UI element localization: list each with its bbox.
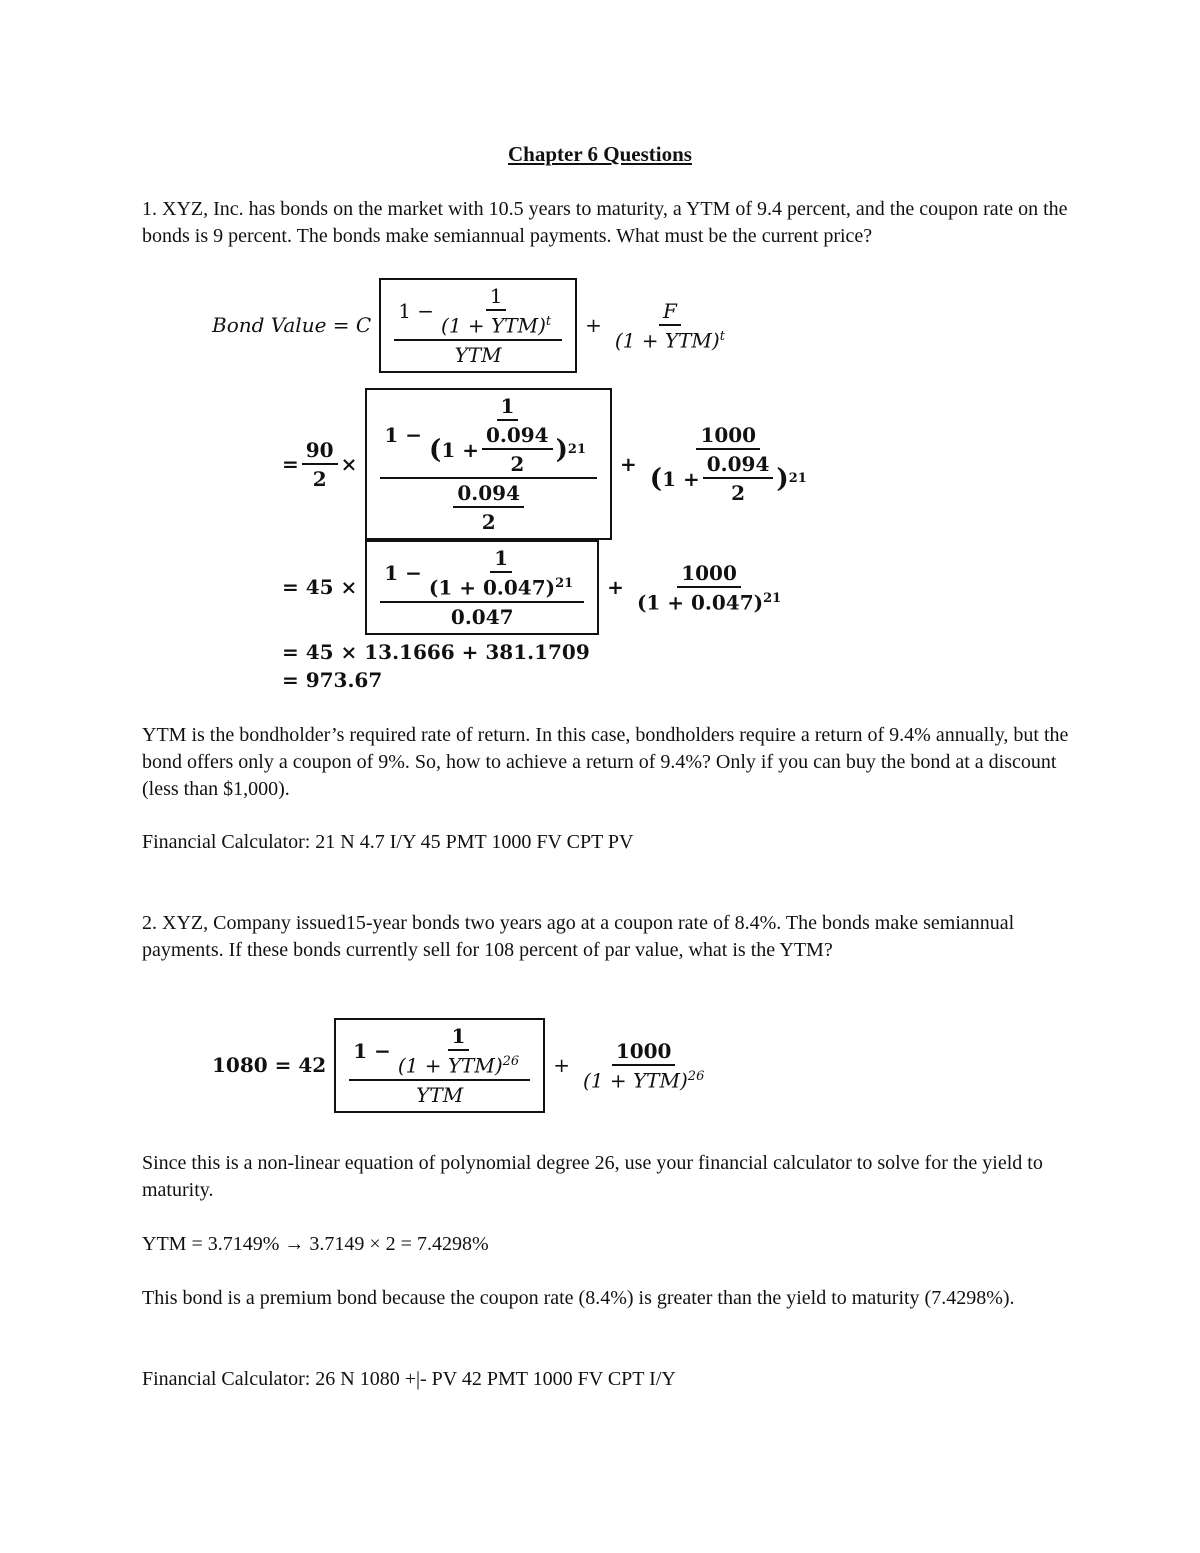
- times-sign: ×: [340, 452, 358, 476]
- plus-sign: +: [585, 313, 602, 338]
- face-1000-3: 1000: [677, 563, 741, 588]
- bracket-simplified: [371, 540, 593, 635]
- bracket-ytm: [340, 1018, 539, 1113]
- exponent-21-face: 21: [788, 471, 807, 486]
- bond-value-formula: [212, 278, 732, 373]
- half-rate: 0.047: [450, 604, 514, 629]
- q2-calculator-keys: Financial Calculator: 26 N 1080 +|- PV 42 PMT 1000 FV CPT I/Y: [142, 1368, 676, 1390]
- denominator-ytm-q2: YTM: [416, 1082, 464, 1107]
- one-minus-3: 1 −: [384, 560, 422, 585]
- ytm-explanation: YTM is the bondholder’s required rate of return. In this case, bondholders require a return of 9.4% annually, but the bond offers only a coupon of 9%. So, how to achieve a return of 9.4%? Only if you can buy the bond at a discount (less than $1,000).: [142, 724, 1069, 800]
- exponent-t: t: [545, 314, 552, 329]
- coupon-90: 90: [302, 440, 338, 465]
- face-exponent-t: t: [719, 328, 725, 344]
- rate-divisor-den: 2: [481, 510, 496, 534]
- ytm-formula: [212, 1018, 711, 1113]
- numerator-one: 1: [486, 286, 507, 311]
- bond-value-label: Bond Value = C: [212, 313, 372, 338]
- coupon-45-times: = 45 ×: [282, 575, 358, 600]
- one-plus: 1 +: [441, 437, 479, 462]
- one-minus: 1 −: [398, 298, 435, 323]
- exponent-21: 21: [567, 442, 587, 457]
- one-minus-2: 1 −: [384, 423, 423, 447]
- rate-094: 0.094: [482, 425, 553, 450]
- rate-divisor: 2: [510, 452, 525, 476]
- divisor-2: 2: [312, 466, 327, 491]
- one-minus-q2: 1 −: [353, 1038, 391, 1063]
- rate-094-face: 0.094: [703, 454, 774, 479]
- face-denominator: (1 + YTM): [614, 328, 720, 353]
- bracket-substituted: 1 − 1 ( 1 + $\frac{0.094}{2}$ ) 21 $\frac{0.094}{2}$: [371, 388, 606, 540]
- question-2-text: 2. XYZ, Company issued15-year bonds two years ago at a coupon rate of 8.4%. The bonds make semiannual payments. If these bonds currently sell for 108 percent of par value, what is the YTM?: [142, 912, 1015, 961]
- ytm-paren-face: (1 + YTM): [582, 1068, 688, 1093]
- one-plus-face: 1 +: [662, 466, 700, 491]
- computation-line: = 45 × 13.1666 + 381.1709: [282, 640, 590, 664]
- face-1000-q2: 1000: [612, 1041, 676, 1066]
- rate-094-den: 0.094: [453, 483, 524, 508]
- denominator-ytm-rate: YTM: [454, 342, 502, 367]
- half-rate-paren: (1 + 0.047): [428, 575, 556, 600]
- exponent-26-face: 26: [687, 1068, 705, 1084]
- substituted-formula: = $\frac{90}{2}$ × 1 − 1 ( 1 + $\frac{0.094}{2}$ ) 21 $\frac{0.094}{2}$ + 1000 ( 1 + $\frac{0.094}{2}$ ) 21: [282, 388, 814, 540]
- face-value-F: F: [659, 301, 681, 326]
- numerator-one-2: 1: [497, 396, 519, 421]
- q1-calculator-keys: Financial Calculator: 21 N 4.7 I/Y 45 PMT 1000 FV CPT PV: [142, 831, 634, 853]
- bracket-annuity: [385, 278, 571, 373]
- equals-sign: =: [282, 452, 299, 476]
- exponent-21-3: 21: [555, 576, 574, 591]
- face-1000: 1000: [696, 425, 760, 450]
- premium-bond-note: This bond is a premium bond because the coupon rate (8.4%) is greater than the yield to maturity (7.4298%).: [142, 1287, 1015, 1309]
- nonlinear-note: Since this is a non-linear equation of polynomial degree 26, use your financial calculator to solve for the yield to maturity.: [142, 1152, 1043, 1201]
- exponent-21-face-3: 21: [763, 590, 782, 606]
- price-1080-coupon-42: 1080 = 42: [212, 1053, 327, 1078]
- ytm-result: YTM = 3.7149% → 3.7149 × 2 = 7.4298%: [142, 1233, 489, 1255]
- half-rate-paren-face: (1 + 0.047): [636, 590, 764, 615]
- exponent-26: 26: [502, 1054, 520, 1069]
- rate-divisor-face: 2: [731, 481, 746, 505]
- numerator-one-q2: 1: [448, 1026, 470, 1051]
- question-1-text: 1. XYZ, Inc. has bonds on the market with 10.5 years to maturity, a YTM of 9.4 percent, and the coupon rate on the bonds is 9 percent. The bonds make semiannual payments. What must be the current price?: [142, 198, 1068, 247]
- numerator-one-3: 1: [490, 548, 512, 573]
- plus-sign-q2: +: [553, 1053, 570, 1078]
- plus-sign-3: +: [607, 575, 624, 600]
- result-line: = 973.67: [282, 668, 383, 692]
- page-title: Chapter 6 Questions: [508, 142, 692, 166]
- denominator-ytm: (1 + YTM): [441, 313, 546, 338]
- plus-sign-2: +: [620, 452, 637, 476]
- simplified-formula: [282, 540, 788, 635]
- ytm-paren: (1 + YTM): [397, 1053, 503, 1078]
